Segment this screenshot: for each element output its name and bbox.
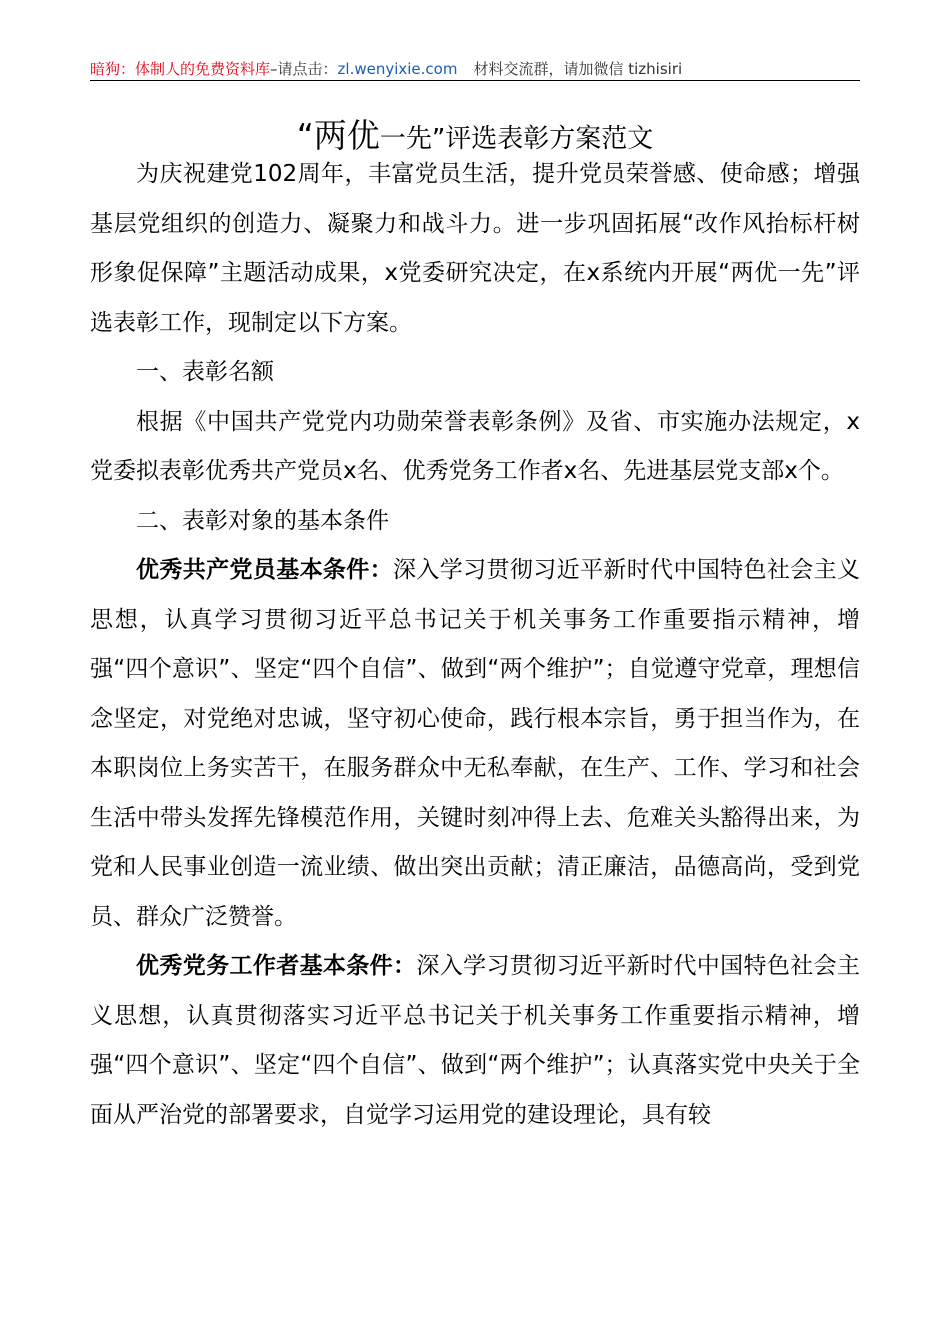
document-body xyxy=(90,150,860,1140)
header-url-link[interactable]: zl.wenyixie.com xyxy=(337,60,458,78)
document-title-part2: 一先”评选表彰方案范文 xyxy=(379,124,654,154)
party-member-text: 深入学习贯彻习近平新时代中国特色社会主义思想，认真学习贯彻习近平总书记关于机关事务工作重要指示精神，增强“四个意识”、坚定“四个自信”、做到“两个维护”；自觉遵守党章，理想信念坚定，对党绝对忠诚，坚守初心使命，践行根本宗旨，勇于担当作为，在本职岗位上务实苦干，在服务群众中无私奉献，在生产、工作、学习和社会生活中带头发挥先锋模范作用，关键时刻冲得上去、危难关头豁得出来，为党和人民事业创造一流业绩、做出突出贡献；清正廉洁，品德高尚，受到党员、群众广泛赞誉。 xyxy=(90,557,861,930)
party-member-label: 优秀共产党员基本条件： xyxy=(136,557,394,583)
intro-paragraph: 为庆祝建党102周年，丰富党员生活，提升党员荣誉感、使命感；增强基层党组织的创造力、凝聚力和战斗力。进一步巩固拓展“改作风抬标杆树形象促保障”主题活动成果，x党委研究决定，在x系统内开展“两优一先”评选表彰工作，现制定以下方案。 xyxy=(90,161,860,336)
header-brand: 暗狗：体制人的免费资料库 xyxy=(90,60,271,78)
party-worker-text: 深入学习贯彻习近平新时代中国特色社会主义思想，认真贯彻落实习近平总书记关于机关事务工作重要指示精神，增强“四个意识”、坚定“四个自信”、做到“两个维护”；认真落实党中央关于全面从严治党的部署要求，自觉学习运用党的建设理论，具有较 xyxy=(90,953,861,1128)
document-title-part1: “两优 xyxy=(296,116,380,155)
header-click-prompt: –请点击： xyxy=(270,60,338,78)
party-member-paragraph xyxy=(90,546,860,942)
section1-heading: 一、表彰名额 xyxy=(136,359,274,385)
section2-heading: 二、表彰对象的基本条件 xyxy=(136,507,389,534)
page-header xyxy=(90,58,860,81)
party-worker-label: 优秀党务工作者基本条件： xyxy=(136,953,417,979)
party-worker-paragraph xyxy=(90,942,860,1140)
section1-paragraph: 根据《中国共产党党内功勋荣誉表彰条例》及省、市实施办法规定，x党委拟表彰优秀共产党员x名、优秀党务工作者x名、先进基层党支部x个。 xyxy=(90,408,860,484)
header-wechat-note: 材料交流群，请加微信 tizhisiri xyxy=(473,60,683,78)
